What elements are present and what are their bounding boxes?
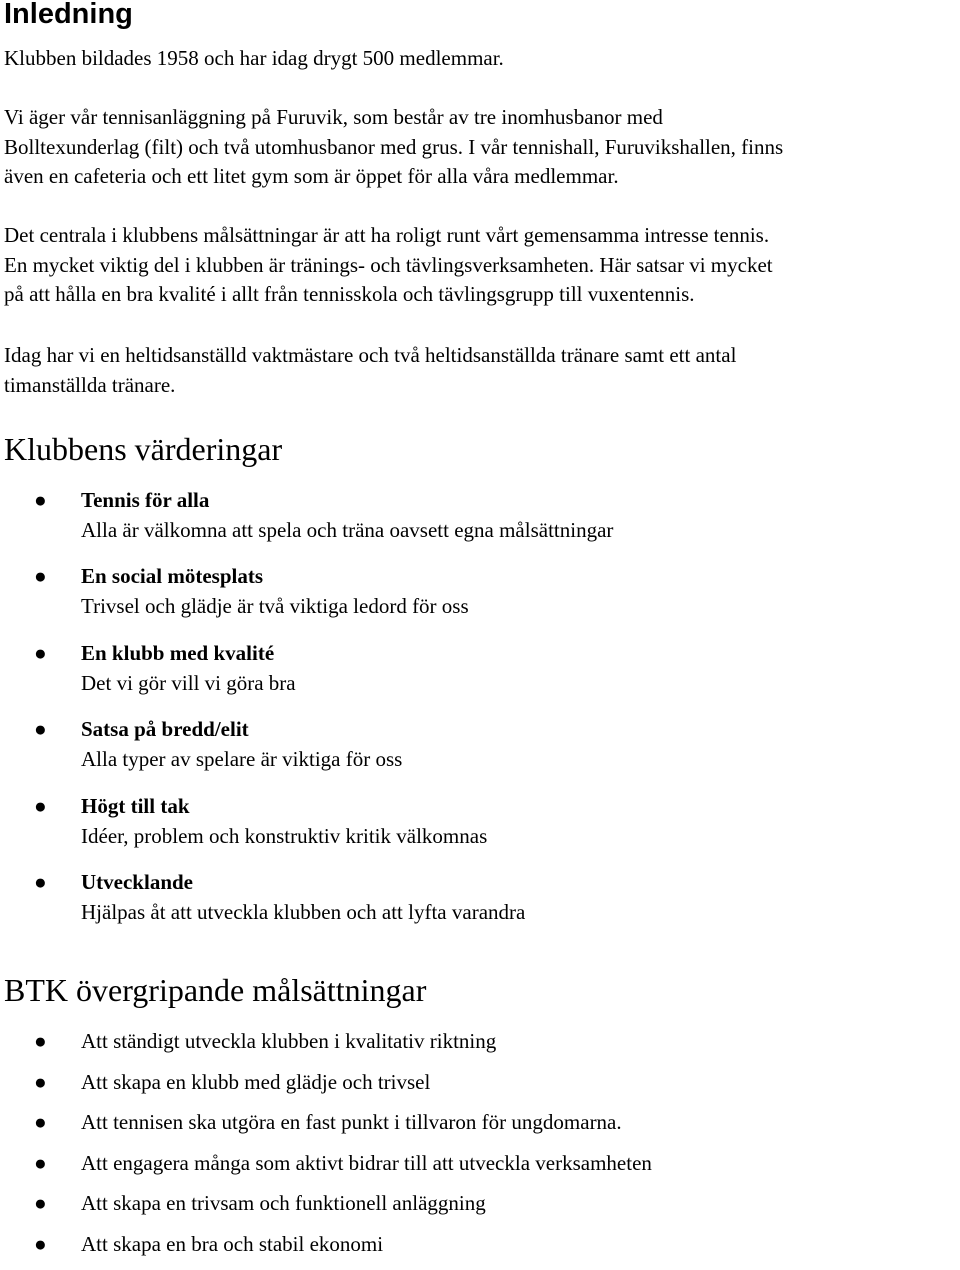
intro-paragraph-4 — [4, 341, 960, 400]
value-description: Alla är välkomna att spela och träna oavsett egna målsättningar — [81, 518, 614, 542]
paragraph-line: på att hålla en bra kvalité i allt från tennisskola och tävlingsgrupp till vuxentennis. — [4, 282, 695, 306]
paragraph-line: timanställda tränare. — [4, 372, 176, 397]
list-item — [0, 1148, 960, 1189]
bullet-icon: ● — [34, 1029, 47, 1053]
list-item — [0, 1107, 960, 1148]
value-title: En social mötesplats — [81, 564, 264, 589]
bullet-icon: ● — [34, 488, 47, 512]
bullet-icon: ● — [34, 564, 47, 589]
value-description: Det vi gör vill vi göra bra — [81, 670, 296, 695]
paragraph-line: även en cafeteria och ett litet gym som är öppet för alla våra medlemmar. — [4, 164, 619, 188]
intro-paragraph-1 — [4, 44, 960, 74]
goal-text: Att engagera många som aktivt bidrar till att utveckla verksamheten — [81, 1150, 652, 1175]
bullet-icon: ● — [34, 640, 47, 665]
bullet-icon: ● — [34, 793, 47, 818]
goal-text: Att skapa en bra och stabil ekonomi — [81, 1231, 384, 1256]
goal-text: Att skapa en klubb med glädje och trivsel — [81, 1069, 431, 1094]
list-item — [0, 867, 960, 943]
bullet-icon: ● — [34, 1110, 47, 1135]
paragraph-line: En mycket viktig del i klubben är tränings- och tävlingsverksamheten. Här satsar vi mycket — [4, 252, 773, 277]
values-list — [0, 485, 960, 943]
value-description: Idéer, problem och konstruktiv kritik välkomnas — [81, 823, 488, 848]
goal-text: Att skapa en trivsam och funktionell anläggning — [81, 1191, 486, 1216]
value-title: Satsa på bredd/elit — [81, 717, 249, 742]
paragraph-line: Bolltexunderlag (filt) och två utomhusbanor med grus. I vår tennishall, Furuvikshallen, finns — [4, 134, 784, 159]
paragraph-line: Idag har vi en heltidsanställd vaktmästare och två heltidsanställda tränare samt ett antal — [4, 343, 737, 367]
bullet-icon: ● — [34, 1069, 47, 1094]
value-title: En klubb med kvalité — [81, 640, 275, 665]
value-description: Alla typer av spelare är viktiga för oss — [81, 747, 403, 772]
list-item — [0, 1188, 960, 1229]
value-title: Tennis för alla — [81, 488, 210, 512]
intro-heading: Inledning — [4, 0, 133, 30]
list-item — [0, 791, 960, 867]
bullet-icon: ● — [34, 1150, 47, 1175]
paragraph-line: Vi äger vår tennisanläggning på Furuvik, som består av tre inomhusbanor med — [4, 105, 663, 129]
values-heading: Klubbens värderingar — [4, 431, 283, 467]
list-item — [0, 638, 960, 714]
paragraph-line: Det centrala i klubbens målsättningar är att ha roligt runt vårt gemensamma intresse tennis. — [4, 223, 770, 247]
goal-text: Att ständigt utveckla klubben i kvalitativ riktning — [81, 1029, 497, 1053]
bullet-icon: ● — [34, 1191, 47, 1216]
list-item — [0, 714, 960, 790]
value-title: Utvecklande — [81, 869, 193, 894]
goal-text: Att tennisen ska utgöra en fast punkt i tillvaron för ungdomarna. — [81, 1110, 622, 1135]
bullet-icon: ● — [34, 717, 47, 742]
bullet-icon: ● — [34, 869, 47, 894]
bullet-icon: ● — [34, 1231, 47, 1256]
intro-paragraph-3 — [4, 221, 960, 310]
value-description: Hjälpas åt att utveckla klubben och att lyfta varandra — [81, 899, 526, 924]
list-item — [0, 1026, 960, 1067]
intro-paragraph-2 — [4, 103, 960, 192]
value-title: Högt till tak — [81, 793, 190, 818]
list-item — [0, 1229, 960, 1270]
goals-heading: BTK övergripande målsättningar — [4, 972, 427, 1008]
value-description: Trivsel och glädje är två viktiga ledord för oss — [81, 594, 469, 619]
paragraph-line: Klubben bildades 1958 och har idag drygt 500 medlemmar. — [4, 46, 504, 70]
goals-list — [0, 1026, 960, 1270]
list-item — [0, 1067, 960, 1108]
list-item — [0, 485, 960, 561]
list-item — [0, 561, 960, 637]
